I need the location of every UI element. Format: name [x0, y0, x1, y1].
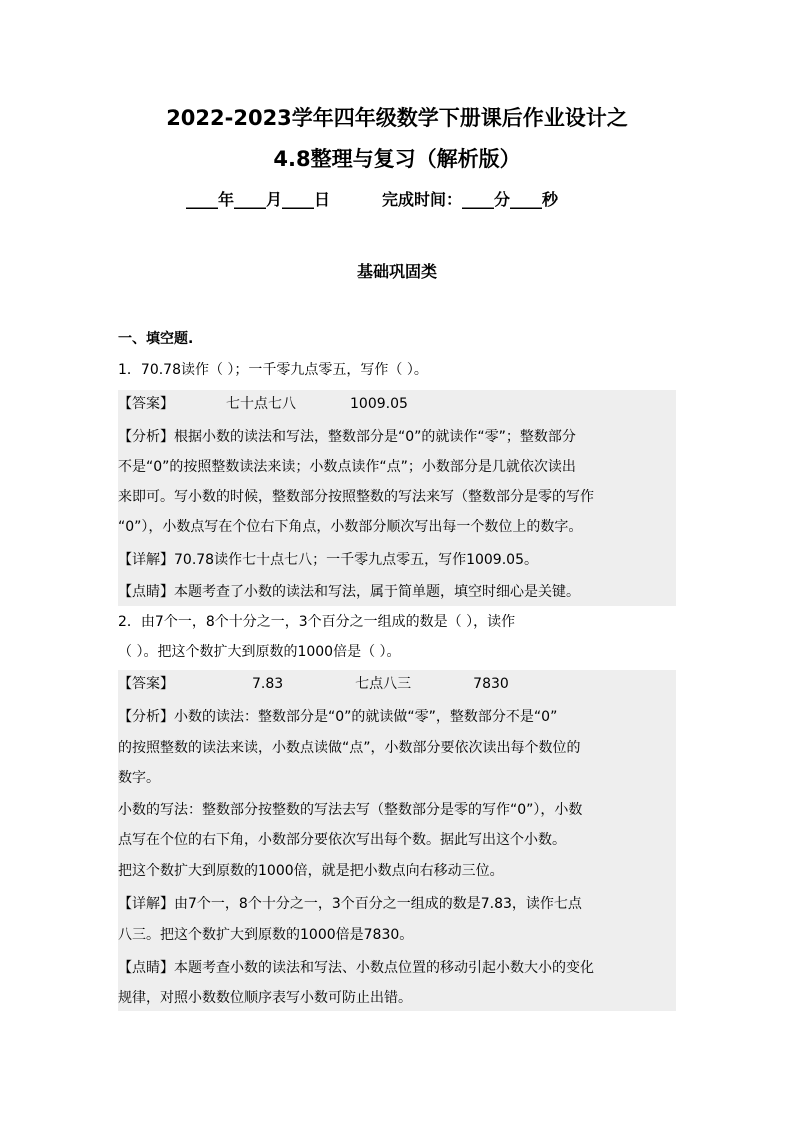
q2-answer-label: 【答案】: [118, 676, 174, 692]
q2-analysis-line: 数字。: [118, 770, 160, 786]
time-blank: 完成时间：____分____秒: [382, 190, 559, 209]
q2-analysis-line: 点写在个位的右下角，小数部分要依次写出每个数。据此写出这个小数。: [118, 832, 566, 848]
section-title: 基础巩固类: [356, 262, 437, 281]
q1-answer-line: [118, 392, 408, 416]
q2-comment-line: 【点睛】本题考查小数的读法和写法、小数点位置的移动引起小数大小的变化: [118, 960, 594, 976]
q1-analysis-line: 【分析】根据小数的读法和写法，整数部分是“0”的就读作“零”；整数部分: [118, 429, 576, 445]
q1-analysis-line: “0”），小数点写在个位右下角点，小数部分顺次写出每一个数位上的数字。: [118, 519, 583, 535]
q1-analysis-line: 不是“0”的按照整数读法来读；小数点读作“点”；小数部分是几就依次读出: [118, 459, 576, 475]
q2-analysis-line: 小数的写法：整数部分按整数的写法去写（整数部分是零的写作“0”），小数: [118, 802, 583, 818]
date-time-line: [186, 186, 558, 214]
q1-answer-2: 1009.05: [350, 396, 408, 412]
part-title: 一、填空题.: [118, 331, 194, 347]
q1-detail: 【详解】70.78读作七十点七八；一千零九点零五，写作1009.05。: [118, 552, 538, 568]
q2-comment-line: 规律，对照小数数位顺序表写小数可防止出错。: [118, 990, 412, 1006]
q2-question-line: （ ）。把这个数扩大到原数的1000倍是（ ）。: [118, 644, 401, 660]
q1-answer-1: 七十点七八: [226, 396, 296, 412]
title-line-1: 2022-2023学年四年级数学下册课后作业设计之: [166, 106, 628, 130]
q2-answer-line: [118, 672, 509, 696]
q1-answer-label: 【答案】: [118, 396, 174, 412]
title-line-2: 4.8整理与复习（解析版）: [273, 147, 521, 171]
q2-answer-3: 7830: [473, 676, 509, 692]
q2-analysis-line: 把这个数扩大到原数的1000倍，就是把小数点向右移动三位。: [118, 863, 504, 879]
q2-analysis-line: 【分析】小数的读法：整数部分是“0”的就读做“零”，整数部分不是“0”: [118, 709, 558, 725]
q1-analysis-line: 来即可。写小数的时候，整数部分按照整数的写法来写（整数部分是零的写作: [118, 489, 594, 505]
q1-question: 1．70.78读作（ ）；一千零九点零五，写作（ ）。: [118, 362, 428, 378]
q2-answer-2: 七点八三: [355, 676, 412, 692]
q2-detail-line: 八三。把这个数扩大到原数的1000倍是7830。: [118, 927, 414, 943]
q2-analysis-line: 的按照整数的读法来读，小数点读做“点”，小数部分要依次读出每个数位的: [118, 740, 581, 756]
q1-comment: 【点睛】本题考查了小数的读法和写法，属于简单题，填空时细心是关键。: [118, 584, 580, 600]
date-blank: ____年____月____日: [186, 190, 331, 209]
q2-detail-line: 【详解】由7个一，8个十分之一，3个百分之一组成的数是7.83，读作七点: [118, 896, 582, 912]
q2-question-line: 2．由7个一，8个十分之一，3个百分之一组成的数是（ ），读作: [118, 614, 516, 630]
q2-answer-1: 7.83: [252, 676, 284, 692]
